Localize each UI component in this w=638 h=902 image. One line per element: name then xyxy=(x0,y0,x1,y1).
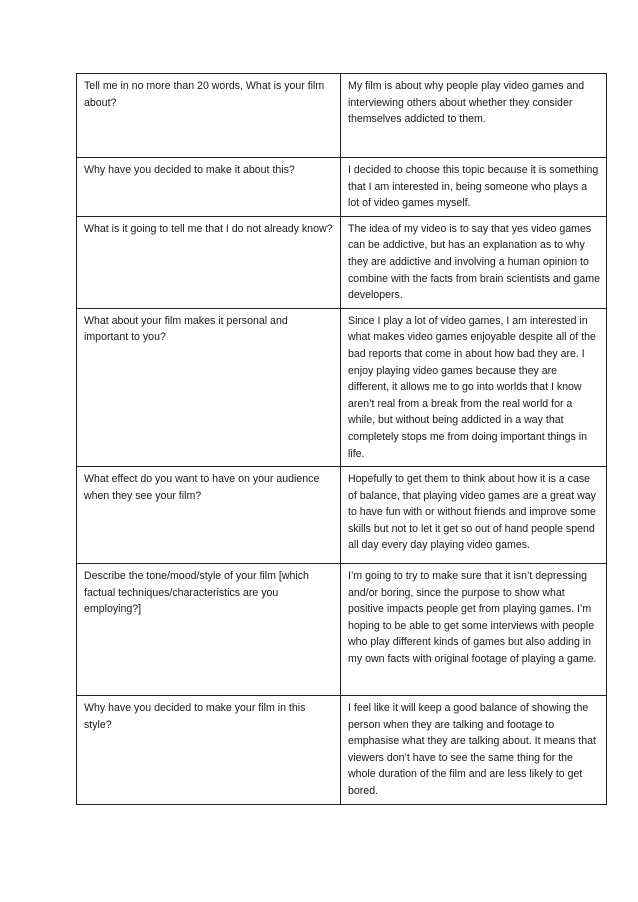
question-cell: Why have you decided to make it about this? xyxy=(77,158,341,217)
answer-cell: I’m going to try to make sure that it isn’t depressing and/or boring, since the purpose to show what positive impacts people get from playing games. I’m hoping to be able to get some interviews with people who play different kinds of games but also adding in my own facts with original footage of playing a game. xyxy=(341,564,607,696)
table-row xyxy=(77,696,607,805)
answer-cell: My film is about why people play video games and interviewing others about whether they consider themselves addicted to them. xyxy=(341,74,607,158)
question-cell: What effect do you want to have on your audience when they see your film? xyxy=(77,467,341,564)
question-cell: Tell me in no more than 20 words, What is your film about? xyxy=(77,74,341,158)
answer-cell: Since I play a lot of video games, I am interested in what makes video games enjoyable despite all of the bad reports that come in about how bad they are. I enjoy playing video games because they are different, it allows me to go into worlds that I know aren’t real from a break from the real world for a while, but without being addicted in a way that completely stops me from doing important things in life. xyxy=(341,308,607,466)
question-cell: What is it going to tell me that I do not already know? xyxy=(77,216,341,308)
table-row xyxy=(77,74,607,158)
answer-cell: Hopefully to get them to think about how it is a case of balance, that playing video games are a great way to have fun with or without friends and improve some skills but not to let it get so out of hand people spend all day every day playing video games. xyxy=(341,467,607,564)
table-row xyxy=(77,158,607,217)
question-cell: Why have you decided to make your film in this style? xyxy=(77,696,341,805)
table-row xyxy=(77,564,607,696)
table-row xyxy=(77,308,607,466)
table-row xyxy=(77,467,607,564)
questionnaire-table xyxy=(76,73,607,805)
question-cell: Describe the tone/mood/style of your film [which factual techniques/characteristics are you employing?] xyxy=(77,564,341,696)
answer-cell: The idea of my video is to say that yes video games can be addictive, but has an explanation as to why they are addictive and involving a human opinion to combine with the facts from brain scientists and game developers. xyxy=(341,216,607,308)
answer-cell: I decided to choose this topic because it is something that I am interested in, being someone who plays a lot of video games myself. xyxy=(341,158,607,217)
table-row xyxy=(77,216,607,308)
answer-cell: I feel like it will keep a good balance of showing the person when they are talking and footage to emphasise what they are talking about. It means that viewers don’t have to see the same thing for the whole duration of the film and are less likely to get bored. xyxy=(341,696,607,805)
question-cell: What about your film makes it personal and important to you? xyxy=(77,308,341,466)
